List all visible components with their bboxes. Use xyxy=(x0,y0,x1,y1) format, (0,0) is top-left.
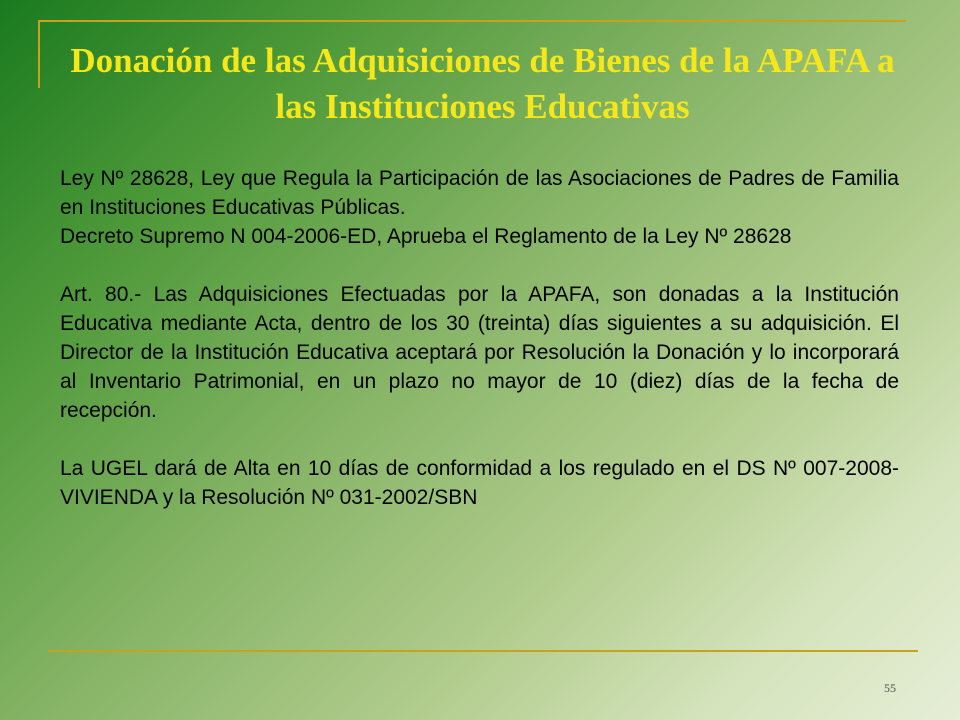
paragraph-spacer xyxy=(60,251,899,280)
paragraph-ley: Ley Nº 28628, Ley que Regula la Participación de las Asociaciones de Padres de Familia en Instituciones Educativas Públicas. xyxy=(60,167,899,219)
frame-top-line xyxy=(40,20,906,22)
frame-left-line xyxy=(38,20,40,88)
slide-title: Donación de las Adquisiciones de Bienes de la APAFA a las Instituciones Educativas xyxy=(70,41,895,126)
page-number: 55 xyxy=(884,681,896,695)
paragraph-articulo-80: Art. 80.- Las Adquisiciones Efectuadas por la APAFA, son donadas a la Institución Educativa mediante Acta, dentro de los 30 (treinta) días siguientes a su adquisición. El Director de la Institución Educativa aceptará por Resolución la Donación y lo incorporará al Inventario Patrimonial, en un plazo no mayor de 10 (diez) días de la fecha de recepción. xyxy=(60,283,899,422)
paragraph-decreto: Decreto Supremo N 004-2006-ED, Aprueba el Reglamento de la Ley Nº 28628 xyxy=(60,225,792,248)
paragraph-spacer xyxy=(60,425,899,454)
paragraph-ugel: La UGEL dará de Alta en 10 días de conformidad a los regulado en el DS Nº 007-2008-VIVIENDA y la Resolución Nº 031-2002/SBN xyxy=(60,457,899,509)
frame-bottom-line xyxy=(48,650,918,652)
slide-body xyxy=(60,164,899,512)
